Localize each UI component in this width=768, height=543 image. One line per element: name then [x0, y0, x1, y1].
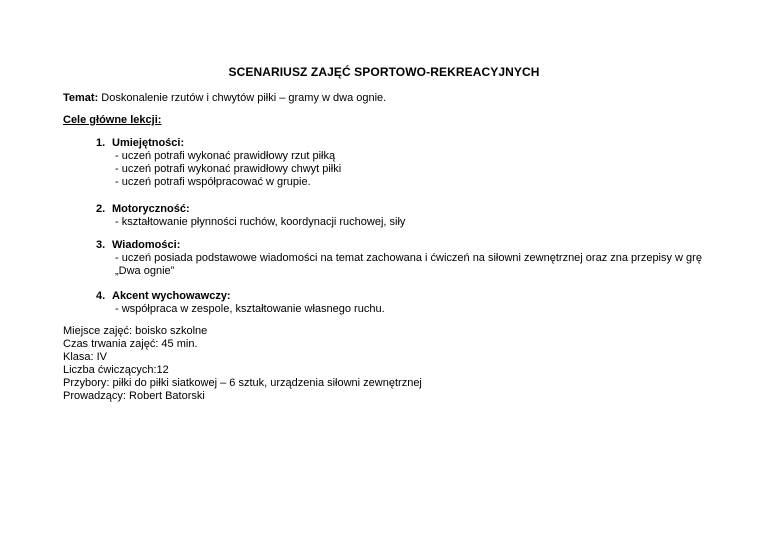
list-item: - uczeń potrafi wykonać prawidłowy chwyt piłki: [115, 163, 342, 175]
list-item: „Dwa ognie”: [115, 265, 175, 277]
document-title: SCENARIUSZ ZAJĘĆ SPORTOWO-REKREACYJNYCH: [228, 65, 540, 79]
lesson-info: [63, 325, 422, 403]
info-participants: Liczba ćwiczących:12: [63, 364, 169, 376]
section-heading: [96, 239, 702, 252]
section-heading: [96, 137, 341, 150]
topic-label: Temat:: [63, 92, 99, 104]
list-item: - współpraca w zespole, kształtowanie własnego ruchu.: [115, 303, 385, 315]
section-title: Motoryczność:: [112, 203, 190, 215]
list-item: - uczeń potrafi wykonać prawidłowy rzut piłką: [115, 150, 336, 162]
list-item: - uczeń potrafi współpracować w grupie.: [115, 176, 311, 188]
section-title: Wiadomości:: [112, 239, 181, 251]
section-title: Akcent wychowawczy:: [112, 290, 231, 302]
goals-heading: Cele główne lekcji:: [63, 114, 162, 126]
section-knowledge: [96, 239, 702, 278]
section-title: Umiejętności:: [112, 137, 185, 149]
topic-line: [63, 92, 386, 105]
list-item: - kształtowanie płynności ruchów, koordynacji ruchowej, siły: [115, 216, 406, 228]
section-heading: [96, 203, 405, 216]
info-instructor: Prowadzący: Robert Batorski: [63, 390, 205, 402]
info-location: Miejsce zajęć: boisko szkolne: [63, 325, 208, 337]
section-educational: [96, 290, 385, 316]
section-skills: [96, 137, 341, 189]
list-item: - uczeń posiada podstawowe wiadomości na temat zachowana i ćwiczeń na siłowni zewnętrznej oraz zna przepisy w grę: [115, 252, 702, 264]
section-items: [115, 303, 385, 316]
section-number: 3.: [96, 239, 106, 251]
section-heading: [96, 290, 385, 303]
section-items: [115, 252, 702, 278]
section-motor: [96, 203, 405, 229]
info-equipment: Przybory: piłki do piłki siatkowej – 6 sztuk, urządzenia siłowni zewnętrznej: [63, 377, 422, 389]
section-number: 4.: [96, 290, 106, 302]
section-items: [115, 216, 405, 229]
section-number: 1.: [96, 137, 106, 149]
section-items: [115, 150, 341, 189]
topic-value: Doskonalenie rzutów i chwytów piłki – gramy w dwa ognie.: [98, 92, 387, 104]
info-class: Klasa: IV: [63, 351, 108, 363]
section-number: 2.: [96, 203, 106, 215]
info-duration: Czas trwania zajęć: 45 min.: [63, 338, 198, 350]
